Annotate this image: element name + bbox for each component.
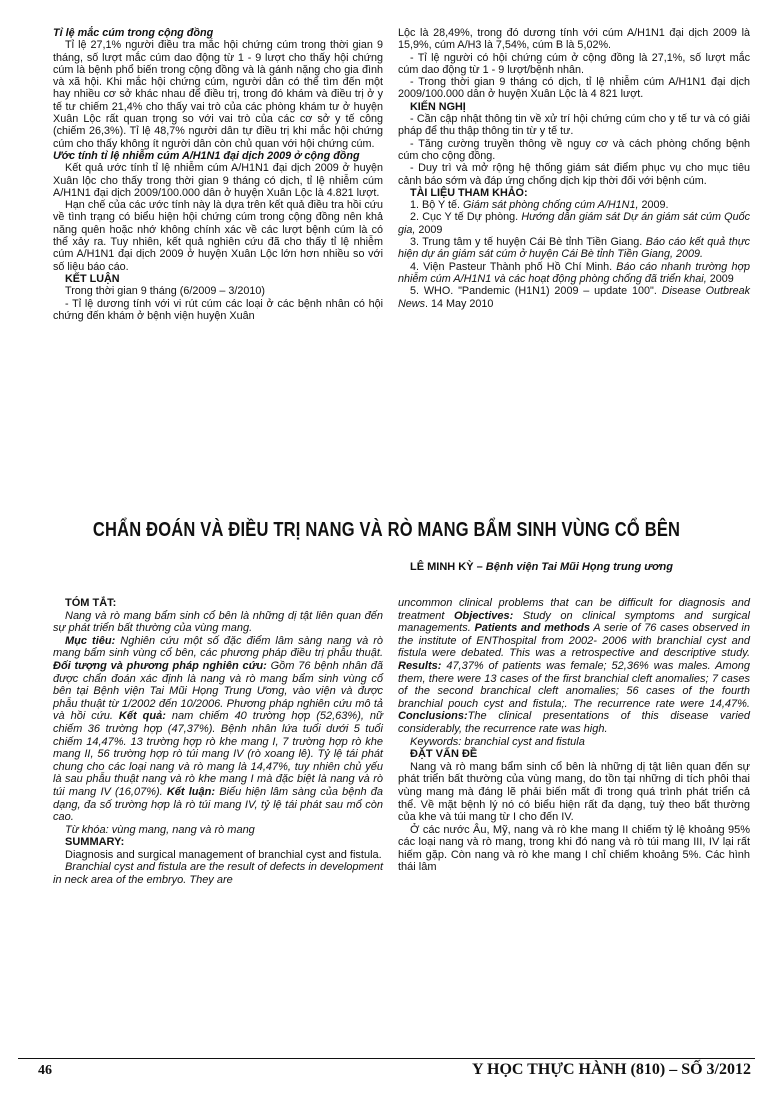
footer-divider [18, 1058, 755, 1059]
keywords: Từ khóa: vùng mang, nang và rò mang [65, 823, 255, 836]
article-title: CHẨN ĐOÁN VÀ ĐIỀU TRỊ NANG VÀ RÒ MANG BẨM SINH VÙNG CỔ BÊN [92, 518, 681, 542]
bottom-right-column [398, 597, 750, 874]
paragraph: Kết quả ước tính tỉ lệ nhiễm cúm A/H1N1 đại dịch 2009 ở huyện Xuân lộc cho thấy trong thời gian 9 tháng có dịch, tỉ lệ nhiễm cúm A/H1N1 đại dịch 2009/100.000 dân ở huyện Xuân Lộc là 4.821 lượt. [53, 162, 383, 199]
reference-item: 5. WHO. "Pandemic (H1N1) 2009 – update 100". Disease Outbreak News. 14 May 2010 [398, 285, 751, 310]
paragraph: - Tỉ lệ dương tính với vi rút cúm các loại ở các bệnh nhân có hội chứng đến khám ở bệnh viện huyện Xuân [53, 297, 383, 322]
paragraph: Trong thời gian 9 tháng (6/2009 – 3/2010) [65, 285, 265, 298]
paragraph: Nang và rò mang bẩm sinh cổ bên là những dị tật liên quan đến sự phát triển bất thường của vùng mang, do tồn tại những di tích phôi thai vùng mang mà đáng lẽ phải biến mất đi trong quá trình phát triển cả thể. Về mặt bệnh lý nó có biểu hiện rất đa dạng, tuỳ theo bất thường của khe và túi mang từ I cho đến IV. [398, 760, 750, 824]
author-line [410, 561, 750, 573]
section-heading: ĐẶT VẤN ĐỀ [410, 748, 478, 761]
author-affiliation: Bệnh viện Tai Mũi Họng trung ương [485, 561, 673, 573]
top-right-column [398, 27, 750, 310]
page-number: 46 [38, 1063, 52, 1078]
journal-name: Y HỌC THỰC HÀNH (810) – SỐ 3/2012 [472, 1061, 751, 1078]
section-heading: KIẾN NGHỊ [410, 100, 466, 113]
paragraph: Lộc là 28,49%, trong đó dương tính với cúm A/H1N1 đại dịch 2009 là 15,9%, cúm A/H3 là 7,54%, cúm B là 5,02%. [398, 27, 750, 52]
paragraph: - Tỉ lệ người có hội chứng cúm ở cộng đồng là 27,1%, số lượt mắc cúm dao động từ 1 - 9 lượt/bệnh nhân. [398, 51, 750, 76]
paragraph: - Tăng cường truyền thông về nguy cơ và cách phòng chống bệnh cúm cho cộng đồng. [398, 137, 750, 162]
keywords: Keywords: branchial cyst and fistula [410, 735, 585, 748]
reference-item: 1. Bộ Y tế. Giám sát phòng chống cúm A/H1N1, 2009. [410, 199, 669, 212]
bottom-left-column [53, 597, 383, 887]
paragraph: Branchial cyst and fistula are the result of defects in development in neck area of the embryo. They are [53, 861, 383, 887]
top-left-column [53, 27, 383, 322]
section-heading: Ước tính tỉ lệ nhiễm cúm A/H1N1 đại dịch 2009 ở cộng đồng [53, 149, 360, 162]
paragraph: Ở các nước Âu, Mỹ, nang và rò khe mang II chiếm tỷ lệ khoảng 95% các loại nang và rò mang, trong khi đó nang và rò túi mang III, IV lại rất hiếm gặp. Còn nang và rò khe mang I chỉ chiếm khoảng 5%. Các hình thái lâm [398, 823, 750, 874]
paragraph: Diagnosis and surgical management of branchial cyst and fistula. [65, 848, 382, 861]
section-heading: KẾT LUẬN [65, 272, 120, 285]
abstract-paragraph: Nang và rò mang bẩm sinh cổ bên là những dị tật liên quan đến sự phát triển bất thường của vùng mang. [53, 609, 383, 635]
paragraph: Hạn chế của các ước tính này là dựa trên kết quả điều tra hồi cứu về tình trạng có biểu hiện hội chứng cúm trong cộng đồng nên khả năng quên hoặc nhớ không chính xác về các lượt bệnh cúm là có thể xảy ra. Tuy nhiên, kết quả nghiên cứu đã cho thấy tỉ lệ nhiễm cúm A/H1N1 đại dịch 2009 ở huyện Xuân Lộc lớn hơn nhiều so với số liệu báo cáo. [53, 199, 383, 273]
summary-paragraph: uncommon clinical problems that can be difficult for diagnosis and treatment Objectives: Study on clinical symptoms and surgical managements. Patients and methods A serie of 76 cases observed in the institute of ENThospital from 2002- 2006 with branchial cyst and fistula were debated. This was a retrospective and descriptive study. Results: 47,37% of patients was female; 52,36% was males. Among them, there were 13 cases of the first branchial cleft anomalies; 7 cases of the second branchical cleft anomalies; 56 cases of the fourth branchial pouch cyst and fistula;. The recurrence rate were 14,47%. Conclusions:The clinical presentations of this disease varied considerably, the recurrence rate was high. [398, 597, 750, 735]
section-heading: TÀI LIỆU THAM KHẢO: [410, 186, 528, 199]
reference-item: 2. Cục Y tế Dự phòng. Hướng dẫn giám sát Dự án giám sát cúm Quốc gia, 2009 [398, 211, 750, 236]
reference-item: 3. Trung tâm y tế huyện Cái Bè tỉnh Tiền Giang. Báo cáo kết quả thực hiện dự án giám sát cúm ở huyện Cái Bè tỉnh Tiền Giang, 2009. [398, 236, 750, 261]
section-heading: Tỉ lệ mắc cúm trong cộng đồng [53, 27, 214, 39]
abstract-paragraph: Mục tiêu: Nghiên cứu một số đặc điểm lâm sàng nang và rò mang bẩm sinh vùng cổ bên, các phương pháp điều trị phẫu thuật. Đối tượng và phương pháp nghiên cứu: Gồm 76 bệnh nhân đã được chẩn đoán xác định là nang và rò mang bẩm sinh vùng cổ bên tại Bệnh viện Tai Mũi Họng Trung Ương, vào viện và được phẫu thuật từ 1/2002 đến 10/2006. Phương pháp nghiên cứu mô tả và hồi cứu. Kết quả: nam chiếm 40 trường hợp (52,63%), nữ chiếm 36 trường hợp (47,37%). Bệnh nhân lứa tuổi dưới 5 tuổi chiếm 14,47%. 13 trường hợp rò khe mang I, 7 trường hợp rò khe mang II, 56 trường hợp rò túi mang IV (rò xoang lê). Tỷ lệ tái phát chung cho các loại nang và rò mang là 14,47%, tuy nhiên chủ yếu là sau phẫu thuật nang và rò khe mang I mà đặc biệt là nang và rò túi mang IV (16,07%). Kết luận: Biểu hiện lâm sàng của bệnh đa dạng, đa số trường hợp là rò túi mang IV, tỷ lệ tái phát sau mổ còn cao. [53, 634, 384, 824]
section-heading: SUMMARY: [65, 836, 125, 849]
paragraph: - Cần cập nhật thông tin về xử trí hội chứng cúm cho y tế tư và có giải pháp để thu thập thông tin từ y tế tư. [398, 113, 750, 138]
author-name: LÊ MINH KỲ – [410, 561, 486, 573]
paragraph: Tỉ lệ 27,1% người điều tra mắc hội chứng cúm trong thời gian 9 tháng, số lượt mắc cúm dao động từ 1 - 9 lượt cho thấy hội chứng cúm là bệnh phổ biến trong cộng đồng và là gánh nặng cho gia đình và xã hội. Khi mắc hội chứng cúm, người dân có thể tìm đến một hay nhiều cơ sở khác nhau để điều trị, trong đó khám và điều trị ở y tế tư chiếm 21,4% cho thấy vai trò của các phòng khám tư ở huyện Xuân Lộc rất quan trọng so với vai trò của các cơ sở y tế công (chiếm 26,3%). Tỉ lệ 48,7% người dân tự điều trị khi mắc hội chứng cúm cho thấy không ít người dân còn chủ quan với hội chứng cúm. [53, 39, 383, 150]
paragraph: - Trong thời gian 9 tháng có dịch, tỉ lệ nhiễm cúm A/H1N1 đại dịch 2009/100.000 dân ở huyện Xuân Lộc là 4 821 lượt. [398, 76, 750, 101]
section-heading: TÓM TẮT: [65, 597, 117, 609]
paragraph: - Duy trì và mở rộng hệ thống giám sát điểm phục vụ cho mục tiêu cảnh báo sớm và đáp ứng chống dịch kịp thời đối với bệnh cúm. [398, 162, 750, 187]
reference-item: 4. Viện Pasteur Thành phố Hồ Chí Minh. Báo cáo nhanh trường hợp nhiễm cúm A/H1N1 và các hoạt động phòng chống đã triển khai, 2009 [398, 260, 750, 285]
